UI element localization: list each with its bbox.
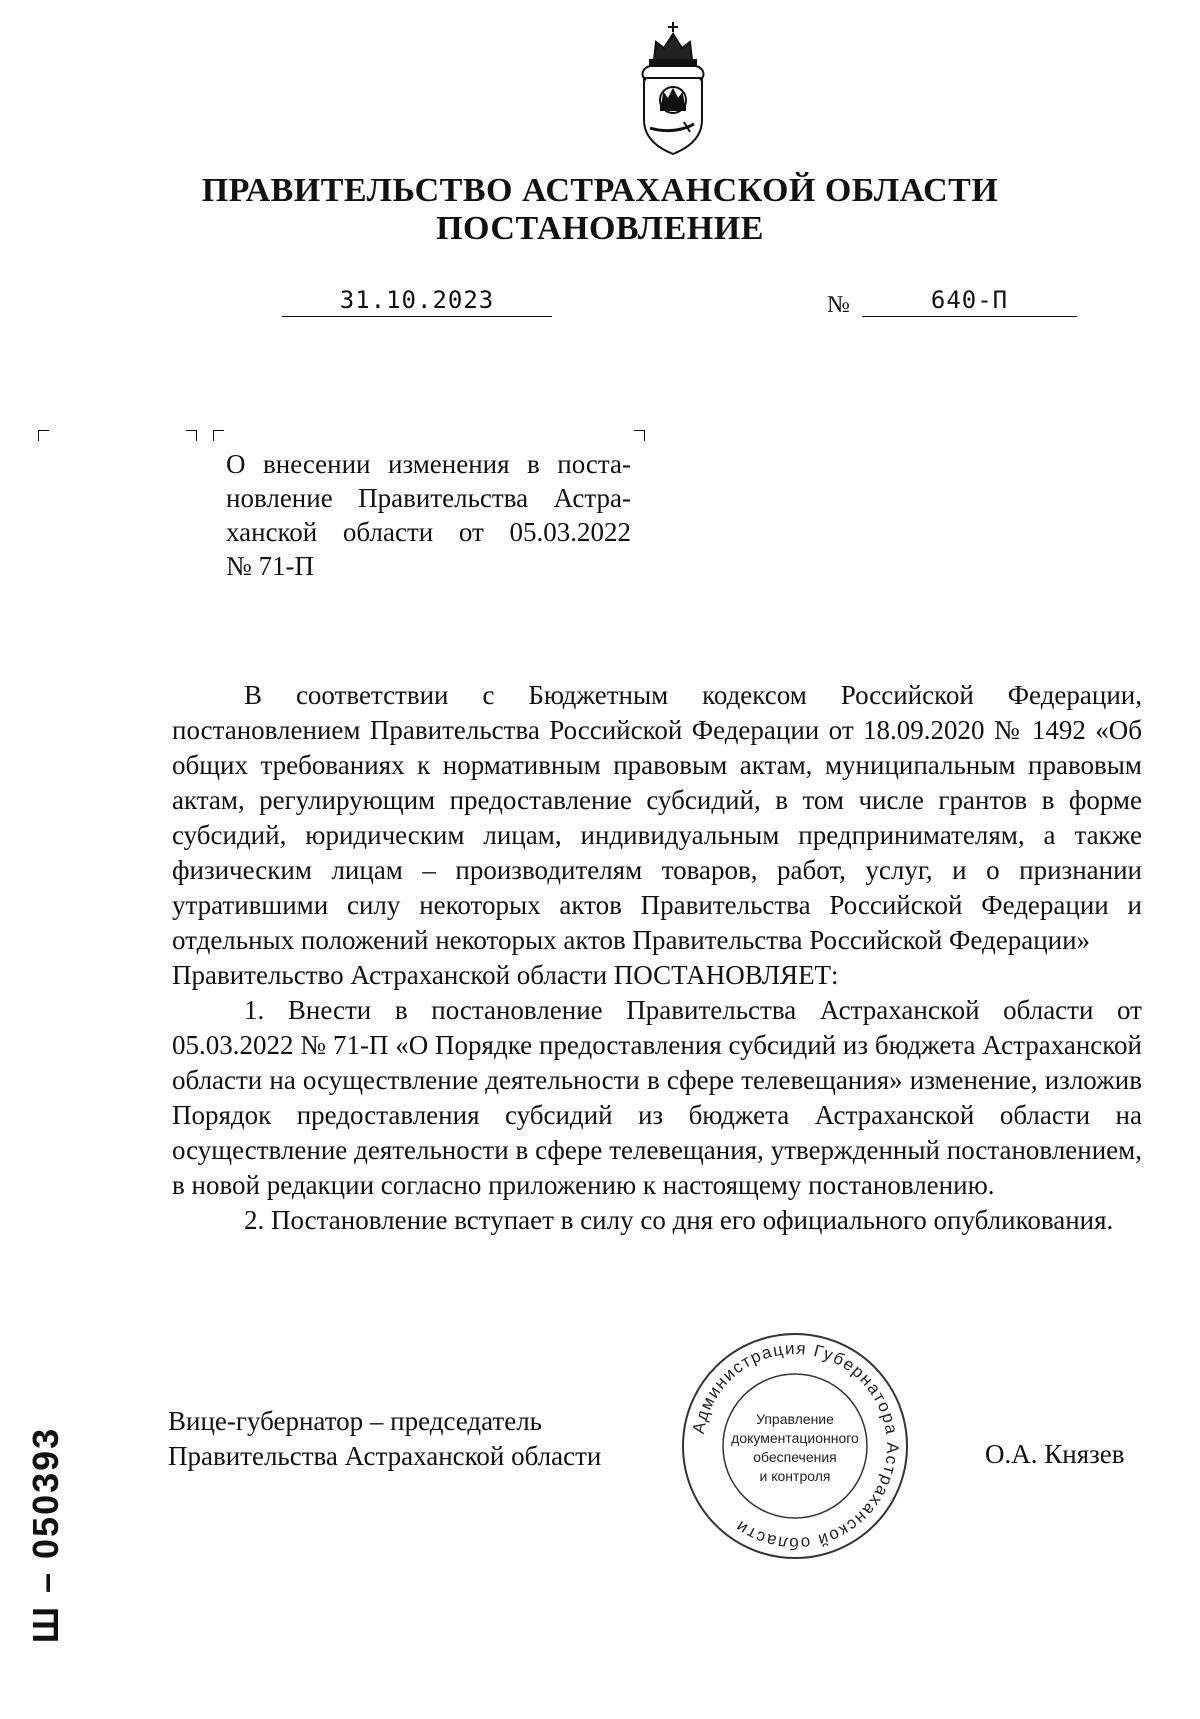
- subject-line: новление Правительства Астра-: [226, 483, 631, 513]
- stamp-center-line: и контроля: [759, 1468, 831, 1484]
- stamp-ring-text: Администрация Губернатора Астраханской области: [688, 1338, 903, 1554]
- stamp-center-line: документационного: [731, 1430, 859, 1446]
- subject-line: № 71-П: [226, 551, 315, 581]
- official-stamp: [679, 1330, 911, 1562]
- signer-position: [168, 1404, 601, 1474]
- bracket-corner-mid-left: [213, 430, 224, 441]
- number-label: №: [827, 292, 850, 318]
- registration-number: [14, 1370, 78, 1700]
- stamp-center-line: обеспечения: [753, 1449, 837, 1465]
- organization-title: ПРАВИТЕЛЬСТВО АСТРАХАНСКОЙ ОБЛАСТИ: [201, 172, 999, 209]
- bracket-corner-mid-right: [186, 430, 197, 441]
- signer-position-line: Правительства Астраханской области: [168, 1441, 602, 1471]
- document-subject: [226, 447, 631, 583]
- subject-line: ханской области от 05.03.2022: [226, 517, 631, 547]
- registration-number-text: Ш – 050393: [25, 1426, 66, 1644]
- document-date: 31.10.2023: [282, 286, 552, 317]
- signer-name: О.А. Князев: [985, 1439, 1125, 1469]
- signer-position-line: Вице-губернатор – председатель: [168, 1406, 542, 1436]
- document-type-title: ПОСТАНОВЛЕНИЕ: [436, 210, 764, 247]
- bracket-corner-left: [38, 430, 49, 441]
- subject-line: О внесении изменения в поста-: [226, 449, 631, 479]
- bracket-corner-right: [634, 430, 645, 441]
- preamble-paragraph: В соответствии с Бюджетным кодексом Российской Федерации, постановлением Правительства Российской Федерации от 18.09.2020 № 1492 «Об общих требованиях к нормативным правовым актам, муниципальным правовым актам, регулирующим предоставление субсидий, в том числе грантов в форме субсидий, юридическим лицам, индивидуальным предпринимателям, а также физическим лицам – производителям товаров, работ, услуг, и о признании утратившими силу некоторых актов Правительства Российской Федерации и отдельных положений некоторых актов Правительства Российской Федерации»: [172, 680, 1142, 955]
- coat-of-arms-emblem: [632, 20, 714, 160]
- document-body: [172, 678, 1142, 1238]
- stamp-center-line: Управление: [756, 1411, 834, 1427]
- resolves-line: Правительство Астраханской области ПОСТАНОВЛЯЕТ:: [172, 960, 839, 990]
- item-2-paragraph: 2. Постановление вступает в силу со дня его официального опубликования.: [244, 1205, 1114, 1235]
- item-1-paragraph: 1. Внести в постановление Правительства Астраханской области от 05.03.2022 № 71-П «О Порядке предоставления субсидий из бюджета Астраханской области на осуществление деятельности в сфере телевещания» изменение, изложив Порядок предоставления субсидий из бюджета Астраханской области на осуществление деятельности в сфере телевещания, утвержденный постановлением, в новой редакции согласно приложению к настоящему постановлению.: [172, 995, 1142, 1200]
- document-number: 640-П: [862, 286, 1077, 317]
